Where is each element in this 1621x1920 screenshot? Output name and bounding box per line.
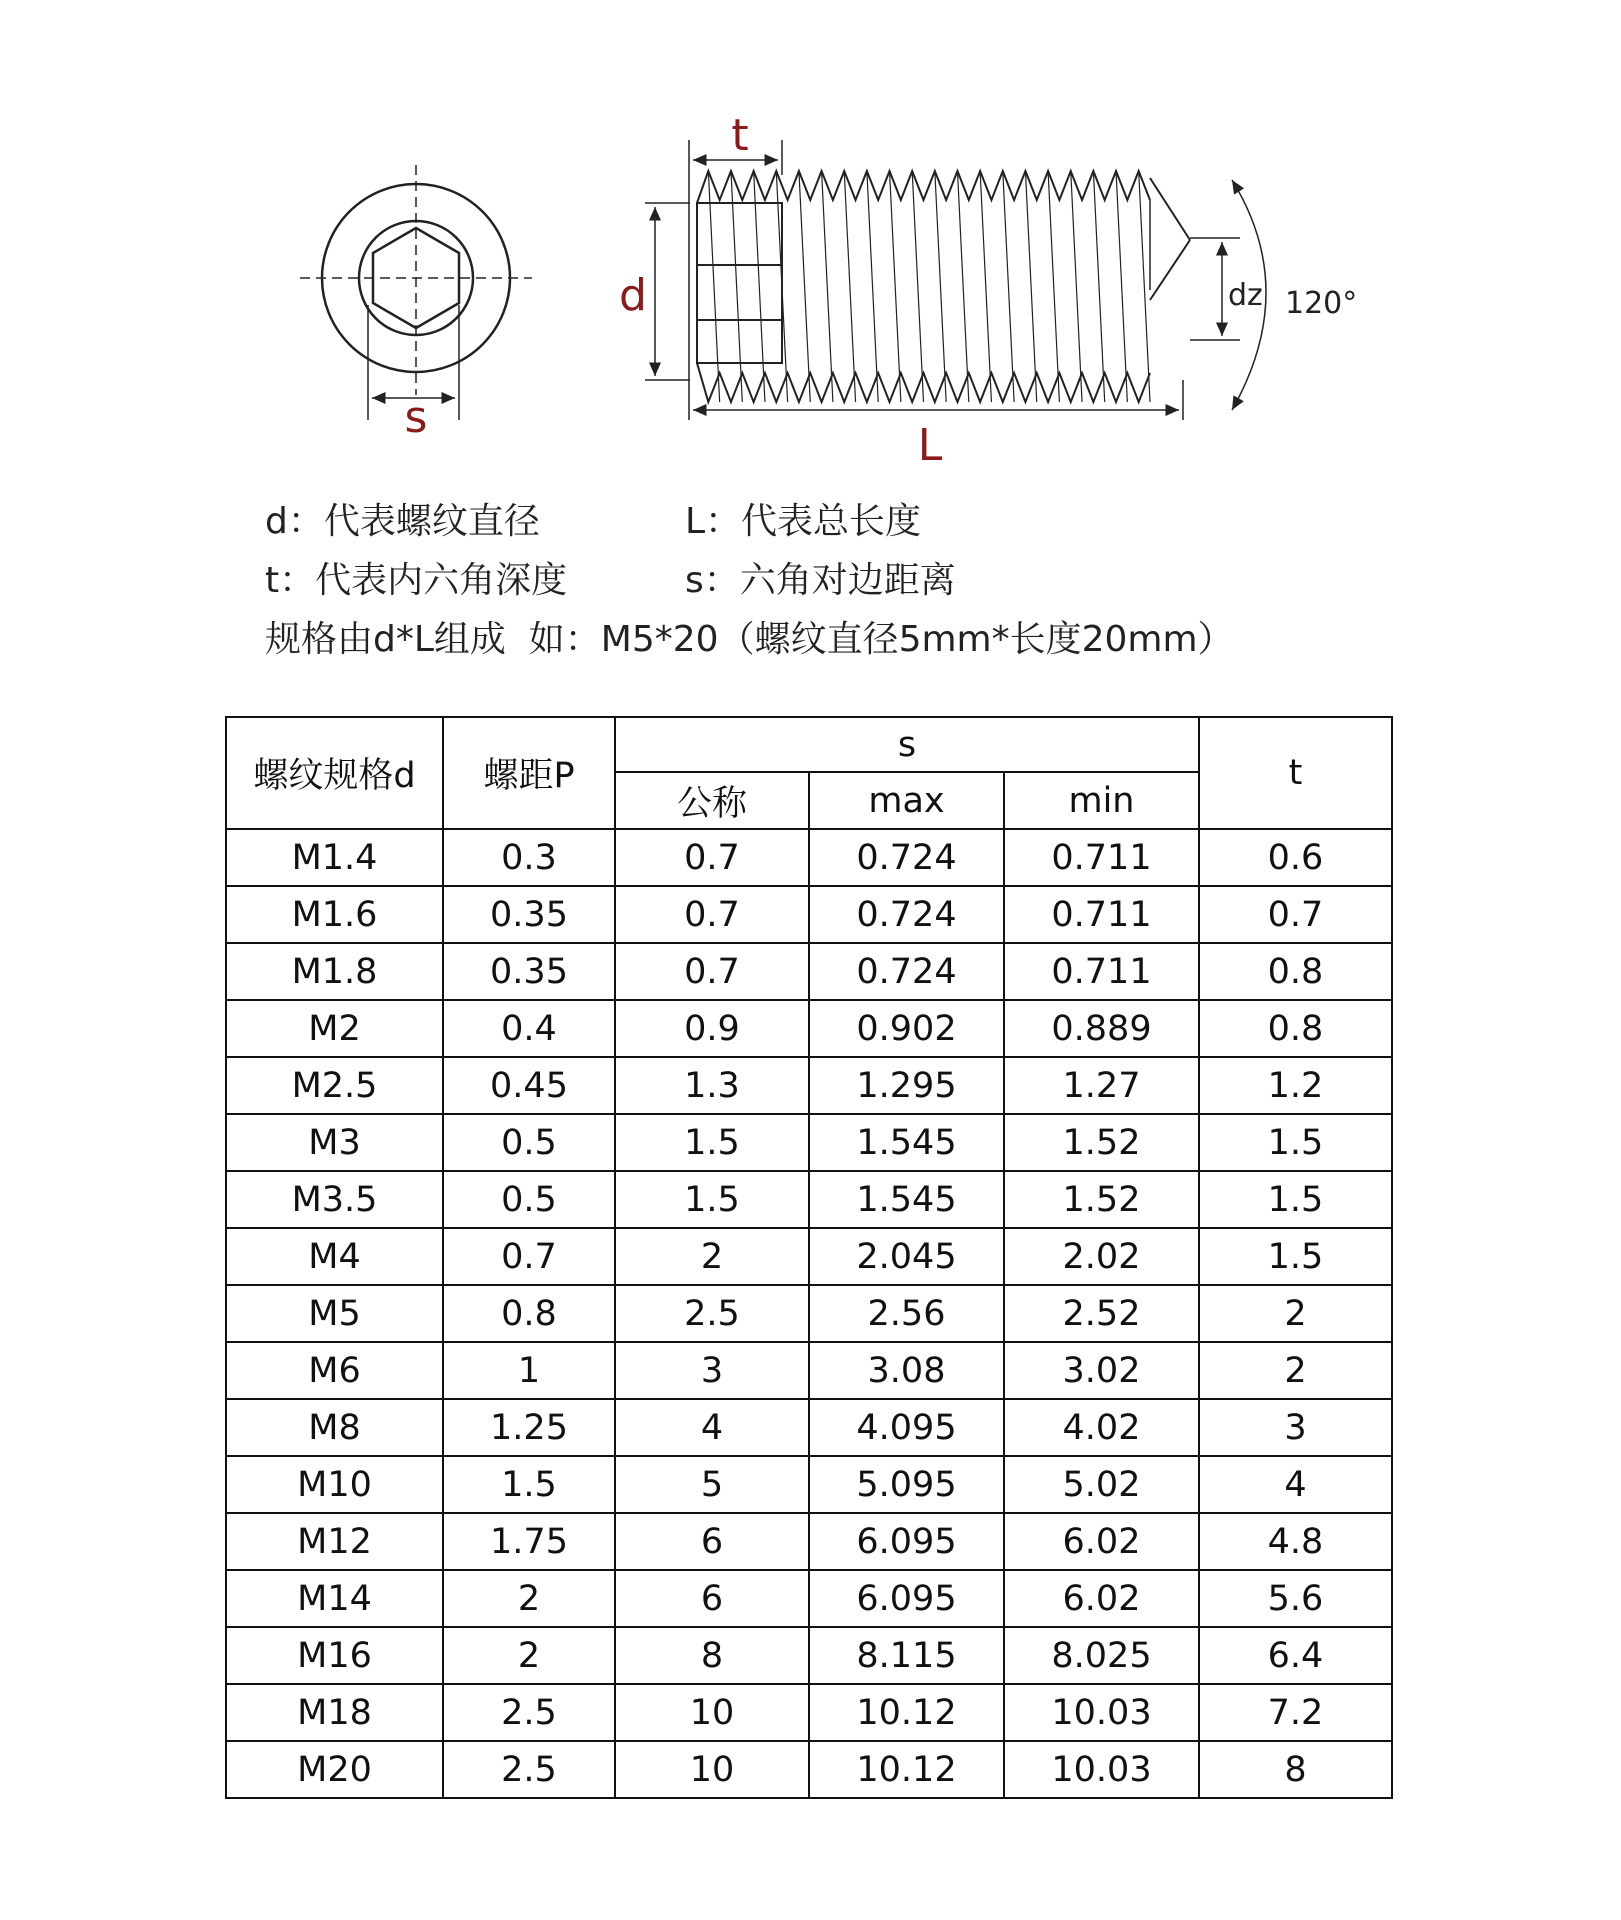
cell-s-min: 10.03 — [1004, 1741, 1199, 1798]
cell-thread-spec: M4 — [226, 1228, 443, 1285]
header-t: t — [1199, 717, 1392, 829]
cell-t: 1.5 — [1199, 1114, 1392, 1171]
cell-t: 0.8 — [1199, 1000, 1392, 1057]
table-row — [226, 1285, 1392, 1342]
cell-s-nominal: 0.9 — [615, 1000, 809, 1057]
table-row — [226, 886, 1392, 943]
cell-pitch: 2.5 — [443, 1741, 615, 1798]
cell-t: 8 — [1199, 1741, 1392, 1798]
header-thread-spec: 螺纹规格d — [226, 717, 443, 829]
cell-s-min: 0.711 — [1004, 943, 1199, 1000]
table-row — [226, 829, 1392, 886]
cell-t: 3 — [1199, 1399, 1392, 1456]
cell-t: 0.7 — [1199, 886, 1392, 943]
cell-t: 0.8 — [1199, 943, 1392, 1000]
cell-thread-spec: M12 — [226, 1513, 443, 1570]
cell-s-nominal: 2.5 — [615, 1285, 809, 1342]
legend-L: L：代表总长度 — [685, 501, 922, 542]
cell-thread-spec: M1.8 — [226, 943, 443, 1000]
cell-pitch: 0.35 — [443, 886, 615, 943]
cell-s-min: 0.889 — [1004, 1000, 1199, 1057]
cell-s-min: 10.03 — [1004, 1684, 1199, 1741]
cell-thread-spec: M8 — [226, 1399, 443, 1456]
table-row — [226, 1000, 1392, 1057]
cell-thread-spec: M16 — [226, 1627, 443, 1684]
cell-s-min: 4.02 — [1004, 1399, 1199, 1456]
cell-t: 4 — [1199, 1456, 1392, 1513]
cell-s-nominal: 1.5 — [615, 1114, 809, 1171]
table-row — [226, 1456, 1392, 1513]
table-row — [226, 1399, 1392, 1456]
cell-s-max: 5.095 — [809, 1456, 1004, 1513]
cell-s-nominal: 2 — [615, 1228, 809, 1285]
legend-line-3 — [265, 616, 1465, 664]
legend-d: d：代表螺纹直径 — [265, 501, 540, 542]
cell-thread-spec: M20 — [226, 1741, 443, 1798]
cell-s-min: 2.02 — [1004, 1228, 1199, 1285]
table-row — [226, 1627, 1392, 1684]
cell-s-max: 1.295 — [809, 1057, 1004, 1114]
legend-spec-example: 规格由d*L组成 如：M5*20（螺纹直径5mm*长度20mm） — [265, 619, 1234, 660]
cell-thread-spec: M6 — [226, 1342, 443, 1399]
legend-s: s：六角对边距离 — [685, 560, 956, 601]
table-row — [226, 1057, 1392, 1114]
table-row — [226, 1684, 1392, 1741]
cell-t: 6.4 — [1199, 1627, 1392, 1684]
cell-s-nominal: 1.3 — [615, 1057, 809, 1114]
cell-s-nominal: 0.7 — [615, 886, 809, 943]
cell-s-max: 6.095 — [809, 1570, 1004, 1627]
cell-thread-spec: M1.4 — [226, 829, 443, 886]
cell-s-max: 6.095 — [809, 1513, 1004, 1570]
cell-s-min: 1.27 — [1004, 1057, 1199, 1114]
cell-thread-spec: M14 — [226, 1570, 443, 1627]
header-s-max: max — [809, 772, 1004, 829]
cell-s-nominal: 0.7 — [615, 829, 809, 886]
cell-s-min: 6.02 — [1004, 1513, 1199, 1570]
table-row — [226, 1741, 1392, 1798]
dim-label-d: d — [619, 270, 647, 321]
cell-s-nominal: 8 — [615, 1627, 809, 1684]
legend-t: t：代表内六角深度 — [265, 560, 568, 601]
cell-s-nominal: 0.7 — [615, 943, 809, 1000]
cell-t: 4.8 — [1199, 1513, 1392, 1570]
cell-s-min: 0.711 — [1004, 829, 1199, 886]
cell-t: 7.2 — [1199, 1684, 1392, 1741]
cell-pitch: 0.35 — [443, 943, 615, 1000]
legend-line-2 — [265, 557, 1465, 605]
cell-pitch: 0.4 — [443, 1000, 615, 1057]
cell-t: 2 — [1199, 1342, 1392, 1399]
cell-thread-spec: M5 — [226, 1285, 443, 1342]
cell-s-max: 0.724 — [809, 943, 1004, 1000]
cell-pitch: 1.5 — [443, 1456, 615, 1513]
table-row — [226, 1342, 1392, 1399]
dim-label-angle: 120° — [1285, 286, 1358, 321]
set-screw-diagram — [0, 0, 1621, 480]
cell-s-min: 1.52 — [1004, 1171, 1199, 1228]
cell-s-max: 2.56 — [809, 1285, 1004, 1342]
cell-s-nominal: 10 — [615, 1741, 809, 1798]
cell-pitch: 1 — [443, 1342, 615, 1399]
cell-s-max: 8.115 — [809, 1627, 1004, 1684]
cell-pitch: 2 — [443, 1570, 615, 1627]
cell-s-min: 8.025 — [1004, 1627, 1199, 1684]
header-pitch: 螺距P — [443, 717, 615, 829]
table-row — [226, 1570, 1392, 1627]
cell-t: 2 — [1199, 1285, 1392, 1342]
table-row — [226, 1513, 1392, 1570]
cell-thread-spec: M1.6 — [226, 886, 443, 943]
cell-pitch: 0.45 — [443, 1057, 615, 1114]
cell-s-nominal: 1.5 — [615, 1171, 809, 1228]
cell-pitch: 0.5 — [443, 1114, 615, 1171]
cell-s-min: 2.52 — [1004, 1285, 1199, 1342]
side-view — [645, 140, 1266, 420]
spec-table — [225, 716, 1393, 1799]
cell-s-nominal: 4 — [615, 1399, 809, 1456]
cell-thread-spec: M2.5 — [226, 1057, 443, 1114]
header-s: s — [615, 717, 1199, 772]
cell-s-nominal: 3 — [615, 1342, 809, 1399]
cell-s-min: 6.02 — [1004, 1570, 1199, 1627]
cell-s-nominal: 5 — [615, 1456, 809, 1513]
table-row — [226, 1228, 1392, 1285]
cell-s-max: 1.545 — [809, 1171, 1004, 1228]
cell-s-min: 0.711 — [1004, 886, 1199, 943]
cell-t: 1.5 — [1199, 1171, 1392, 1228]
end-view — [300, 165, 532, 420]
cell-s-min: 1.52 — [1004, 1114, 1199, 1171]
cell-pitch: 0.7 — [443, 1228, 615, 1285]
cell-t: 1.5 — [1199, 1228, 1392, 1285]
dim-label-s: s — [404, 392, 428, 443]
header-s-nominal: 公称 — [615, 772, 809, 829]
cell-s-min: 3.02 — [1004, 1342, 1199, 1399]
table-row — [226, 943, 1392, 1000]
cell-thread-spec: M3.5 — [226, 1171, 443, 1228]
dim-label-L: L — [917, 420, 943, 471]
cell-s-max: 4.095 — [809, 1399, 1004, 1456]
cell-s-nominal: 6 — [615, 1513, 809, 1570]
table-row — [226, 1114, 1392, 1171]
cell-s-nominal: 10 — [615, 1684, 809, 1741]
cell-thread-spec: M2 — [226, 1000, 443, 1057]
cell-pitch: 1.75 — [443, 1513, 615, 1570]
header-s-min: min — [1004, 772, 1199, 829]
cell-t: 0.6 — [1199, 829, 1392, 886]
cell-t: 5.6 — [1199, 1570, 1392, 1627]
cell-s-max: 0.902 — [809, 1000, 1004, 1057]
cell-t: 1.2 — [1199, 1057, 1392, 1114]
cell-s-max: 0.724 — [809, 886, 1004, 943]
cell-pitch: 0.3 — [443, 829, 615, 886]
cell-thread-spec: M3 — [226, 1114, 443, 1171]
cell-thread-spec: M18 — [226, 1684, 443, 1741]
dim-label-t: t — [731, 110, 749, 161]
cell-s-nominal: 6 — [615, 1570, 809, 1627]
cell-s-max: 1.545 — [809, 1114, 1004, 1171]
cell-s-min: 5.02 — [1004, 1456, 1199, 1513]
table-row — [226, 1171, 1392, 1228]
cell-pitch: 0.8 — [443, 1285, 615, 1342]
cell-pitch: 1.25 — [443, 1399, 615, 1456]
cell-pitch: 0.5 — [443, 1171, 615, 1228]
cell-s-max: 2.045 — [809, 1228, 1004, 1285]
cell-s-max: 3.08 — [809, 1342, 1004, 1399]
cell-s-max: 10.12 — [809, 1741, 1004, 1798]
cell-s-max: 10.12 — [809, 1684, 1004, 1741]
dim-label-dz: dz — [1228, 278, 1263, 313]
cell-pitch: 2.5 — [443, 1684, 615, 1741]
legend-line-1 — [265, 498, 1465, 546]
cell-thread-spec: M10 — [226, 1456, 443, 1513]
cell-s-max: 0.724 — [809, 829, 1004, 886]
cell-pitch: 2 — [443, 1627, 615, 1684]
